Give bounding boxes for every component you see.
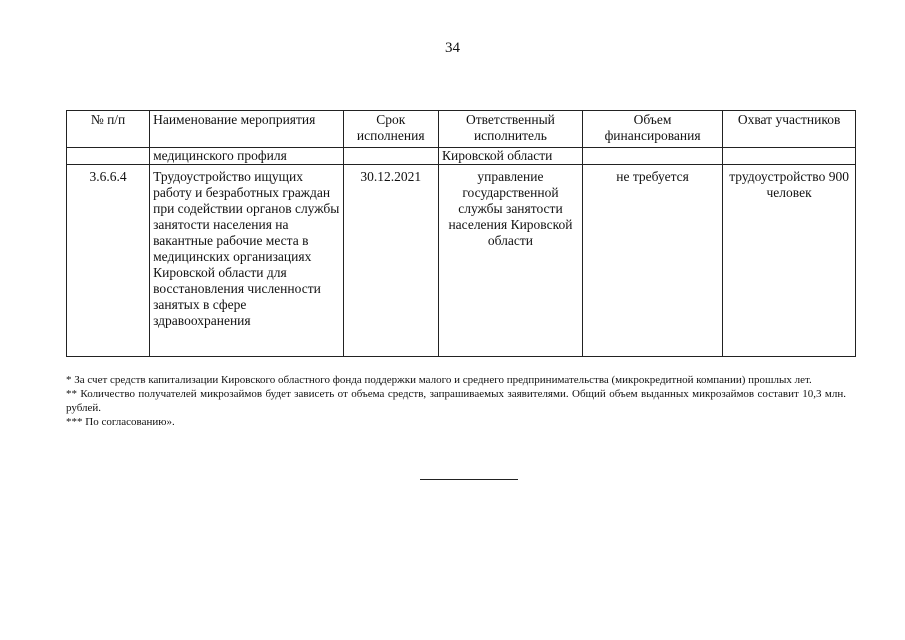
- cell-num: [67, 148, 150, 165]
- cell-term: [343, 148, 438, 165]
- footnote-3: *** По согласованию».: [66, 416, 175, 428]
- end-rule: [420, 479, 518, 480]
- header-executor: Ответственный исполнитель: [438, 111, 582, 148]
- header-coverage: Охват участников: [723, 111, 856, 148]
- cell-executor: управление государственной службы занятости населения Кировской области: [438, 165, 582, 357]
- measures-table: [66, 110, 856, 357]
- continuation-row: [67, 148, 856, 165]
- table-row: [67, 165, 856, 357]
- cell-coverage: трудоустройство 900 человек: [723, 165, 856, 357]
- footnotes: [66, 373, 846, 429]
- cell-name: Трудоустройство ищущих работу и безработных граждан при содействии органов службы занятости населения на вакантные рабочие места в медицинских организациях Кировской области для восстановления численности занятых в сфере здравоохранения: [150, 165, 343, 357]
- table-header-row: [67, 111, 856, 148]
- page-number: 34: [445, 40, 460, 56]
- cell-num: 3.6.6.4: [67, 165, 150, 357]
- header-name: Наименование мероприятия: [150, 111, 343, 148]
- footnote-2: ** Количество получателей микрозаймов будет зависеть от объема средств, запрашиваемых заявителями. Общий объем выданных микрозаймов составит 10,3 млн. рублей.: [66, 388, 846, 414]
- cell-financing: не требуется: [582, 165, 722, 357]
- cell-executor: Кировской области: [438, 148, 582, 165]
- cell-term: 30.12.2021: [343, 165, 438, 357]
- header-num: № п/п: [67, 111, 150, 148]
- footnote-1: * За счет средств капитализации Кировского областного фонда поддержки малого и среднего предпринимательства (микрокредитной компании) прошлых лет.: [66, 374, 812, 386]
- cell-financing: [582, 148, 722, 165]
- header-financing: Объем финансирования: [582, 111, 722, 148]
- header-term: Срок исполнения: [343, 111, 438, 148]
- cell-coverage: [723, 148, 856, 165]
- cell-name: медицинского профиля: [150, 148, 343, 165]
